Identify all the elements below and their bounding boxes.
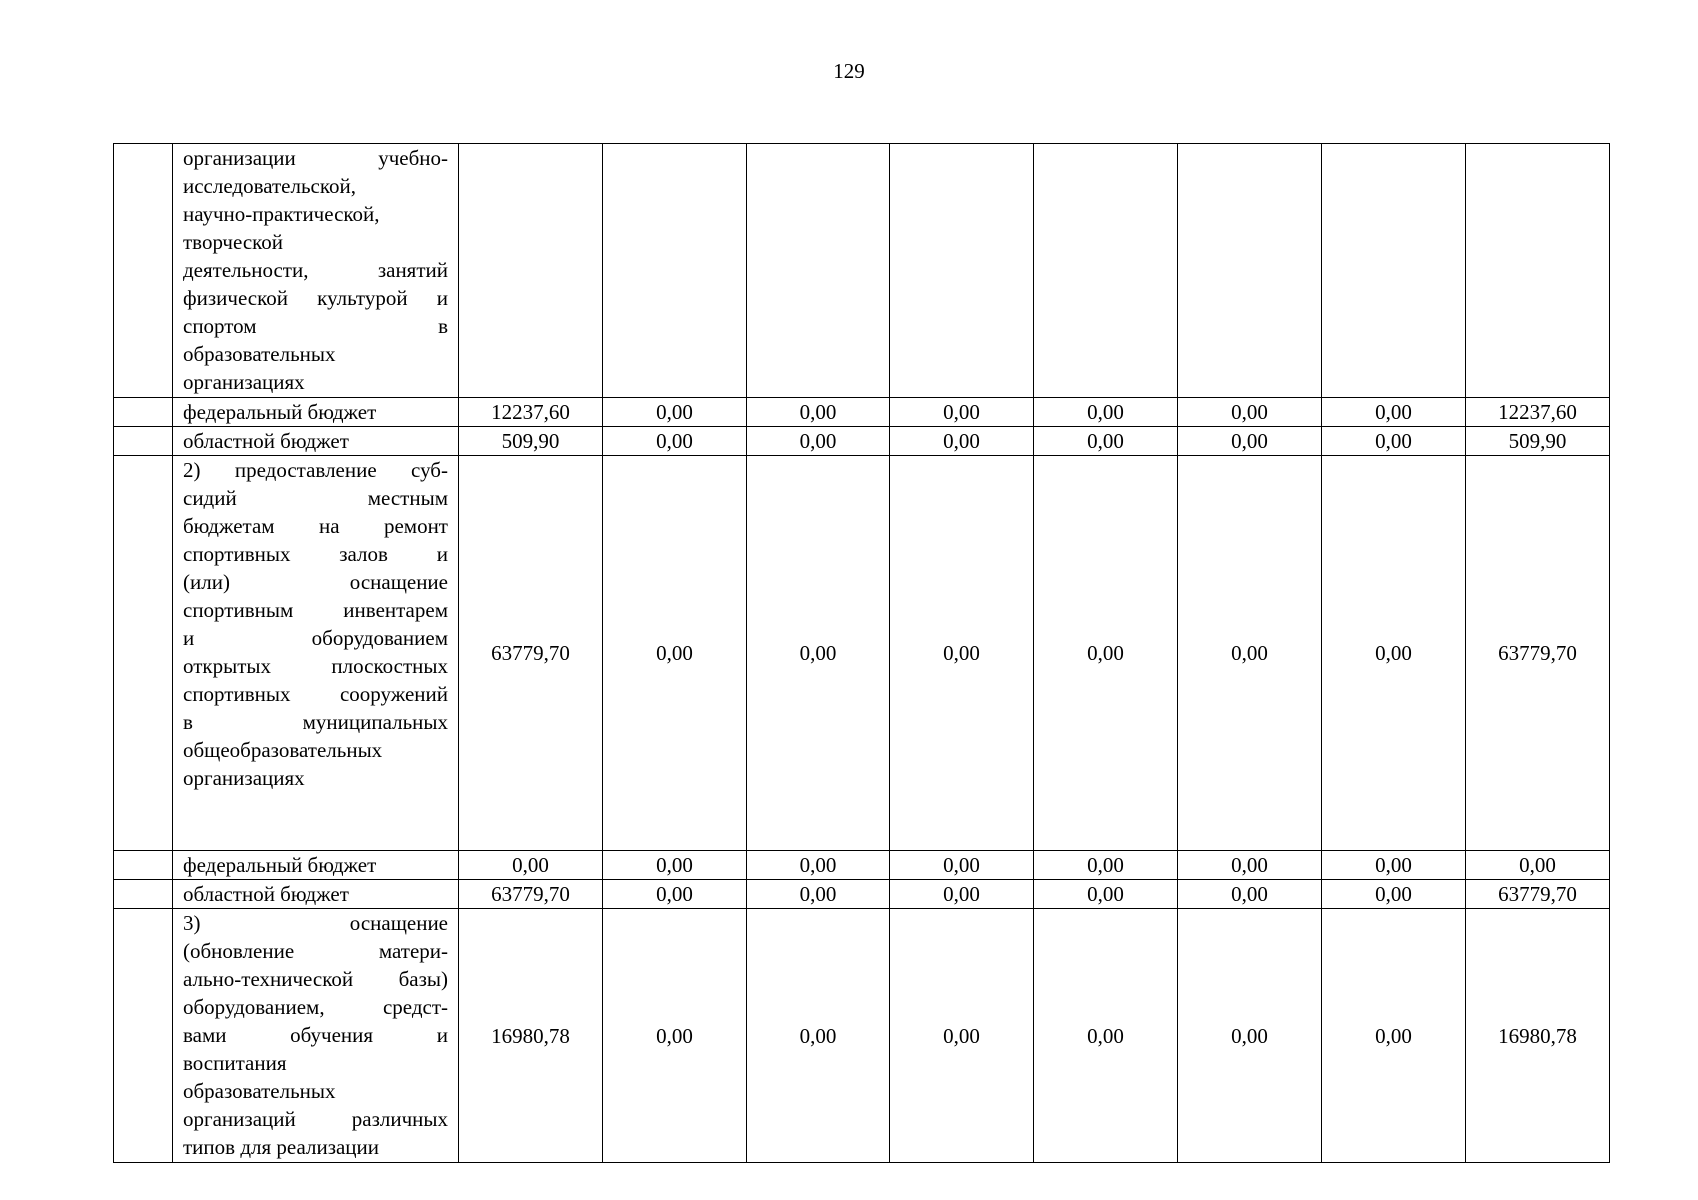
value-cell xyxy=(1178,144,1322,398)
table-row xyxy=(114,427,1610,456)
value-cell: 0,00 xyxy=(603,851,747,880)
value-cell xyxy=(459,144,603,398)
value-cell: 12237,60 xyxy=(459,398,603,427)
value-cell: 0,00 xyxy=(1322,909,1466,1163)
value-cell: 0,00 xyxy=(747,880,890,909)
description-line: 3) оснащение xyxy=(183,911,448,935)
total-value-cell: 16980,78 xyxy=(1466,909,1610,1163)
table-body xyxy=(114,144,1610,1163)
value-cell: 0,00 xyxy=(890,909,1034,1163)
table-row xyxy=(114,880,1610,909)
total-value-cell: 0,00 xyxy=(1466,851,1610,880)
value-cell: 0,00 xyxy=(1322,851,1466,880)
value-cell: 63779,70 xyxy=(459,880,603,909)
table-row xyxy=(114,144,1610,398)
description-line: спортивных сооружений xyxy=(183,682,448,706)
description-line: (обновление матери- xyxy=(183,939,448,963)
description-line: творческой xyxy=(183,230,284,254)
funding-source-label: федеральный бюджет xyxy=(173,398,459,427)
value-cell: 0,00 xyxy=(890,456,1034,851)
value-cell: 0,00 xyxy=(747,398,890,427)
description-line: и оборудованием xyxy=(183,626,448,650)
description-line: в муниципальных xyxy=(183,710,448,734)
description-line: деятельности, занятий xyxy=(183,258,448,282)
table-row xyxy=(114,851,1610,880)
description-line: бюджетам на ремонт xyxy=(183,514,448,538)
value-cell xyxy=(1034,144,1178,398)
value-cell: 0,00 xyxy=(890,398,1034,427)
description-line: спортом в xyxy=(183,314,448,338)
row-number-cell xyxy=(114,851,173,880)
value-cell: 509,90 xyxy=(459,427,603,456)
value-cell: 0,00 xyxy=(747,909,890,1163)
value-cell: 0,00 xyxy=(603,456,747,851)
description-line: общеобразовательных xyxy=(183,738,383,762)
row-number-cell xyxy=(114,880,173,909)
value-cell: 0,00 xyxy=(890,427,1034,456)
value-cell: 0,00 xyxy=(603,398,747,427)
description-line: организациях xyxy=(183,370,305,394)
value-cell: 16980,78 xyxy=(459,909,603,1163)
activity-description xyxy=(173,456,459,851)
description-line: 2) предоставление суб- xyxy=(183,458,448,482)
value-cell: 0,00 xyxy=(1034,909,1178,1163)
value-cell: 0,00 xyxy=(1178,427,1322,456)
total-value-cell: 63779,70 xyxy=(1466,456,1610,851)
table-row xyxy=(114,456,1610,851)
value-cell: 0,00 xyxy=(1178,456,1322,851)
description-line: образовательных xyxy=(183,342,336,366)
description-line: сидий местным xyxy=(183,486,448,510)
funding-source-label: областной бюджет xyxy=(173,427,459,456)
description-line: организациях xyxy=(183,766,305,790)
description-line: научно-практической, xyxy=(183,202,380,226)
value-cell xyxy=(603,144,747,398)
description-line: образовательных xyxy=(183,1079,336,1103)
value-cell: 0,00 xyxy=(1034,427,1178,456)
budget-table xyxy=(113,143,1610,1163)
description-line: оборудованием, средст- xyxy=(183,995,448,1019)
row-number-cell xyxy=(114,456,173,851)
value-cell: 0,00 xyxy=(603,880,747,909)
description-line: организаций различных xyxy=(183,1107,448,1131)
value-cell: 0,00 xyxy=(747,456,890,851)
total-value-cell: 509,90 xyxy=(1466,427,1610,456)
description-line: воспитания xyxy=(183,1051,287,1075)
value-cell: 0,00 xyxy=(1178,398,1322,427)
value-cell: 0,00 xyxy=(1034,880,1178,909)
description-line: ально-технической базы) xyxy=(183,967,448,991)
value-cell: 0,00 xyxy=(747,851,890,880)
row-number-cell xyxy=(114,909,173,1163)
value-cell: 0,00 xyxy=(1322,398,1466,427)
value-cell xyxy=(1322,144,1466,398)
value-cell: 0,00 xyxy=(1178,851,1322,880)
value-cell: 63779,70 xyxy=(459,456,603,851)
description-line: спортивным инвентарем xyxy=(183,598,448,622)
value-cell: 0,00 xyxy=(603,909,747,1163)
total-value-cell xyxy=(1466,144,1610,398)
description-line: спортивных залов и xyxy=(183,542,448,566)
row-number-cell xyxy=(114,427,173,456)
funding-source-label: областной бюджет xyxy=(173,880,459,909)
activity-description xyxy=(173,909,459,1163)
value-cell: 0,00 xyxy=(1178,880,1322,909)
value-cell: 0,00 xyxy=(747,427,890,456)
value-cell: 0,00 xyxy=(890,880,1034,909)
row-number-cell xyxy=(114,144,173,398)
table-row xyxy=(114,909,1610,1163)
value-cell: 0,00 xyxy=(1034,456,1178,851)
total-value-cell: 12237,60 xyxy=(1466,398,1610,427)
value-cell: 0,00 xyxy=(1034,851,1178,880)
page-number: 129 xyxy=(833,59,865,83)
description-line: вами обучения и xyxy=(183,1023,448,1047)
description-line: физической культурой и xyxy=(183,286,448,310)
value-cell: 0,00 xyxy=(1322,456,1466,851)
activity-description xyxy=(173,144,459,398)
funding-source-label: федеральный бюджет xyxy=(173,851,459,880)
value-cell xyxy=(890,144,1034,398)
value-cell: 0,00 xyxy=(1322,427,1466,456)
value-cell: 0,00 xyxy=(1178,909,1322,1163)
total-value-cell: 63779,70 xyxy=(1466,880,1610,909)
row-number-cell xyxy=(114,398,173,427)
value-cell: 0,00 xyxy=(1034,398,1178,427)
description-line: типов для реализации xyxy=(183,1135,380,1159)
description-line: организации учебно- xyxy=(183,146,448,170)
table-row xyxy=(114,398,1610,427)
description-line: (или) оснащение xyxy=(183,570,448,594)
value-cell: 0,00 xyxy=(603,427,747,456)
value-cell: 0,00 xyxy=(459,851,603,880)
value-cell: 0,00 xyxy=(890,851,1034,880)
value-cell xyxy=(747,144,890,398)
value-cell: 0,00 xyxy=(1322,880,1466,909)
description-line: открытых плоскостных xyxy=(183,654,448,678)
description-line: исследовательской, xyxy=(183,174,357,198)
